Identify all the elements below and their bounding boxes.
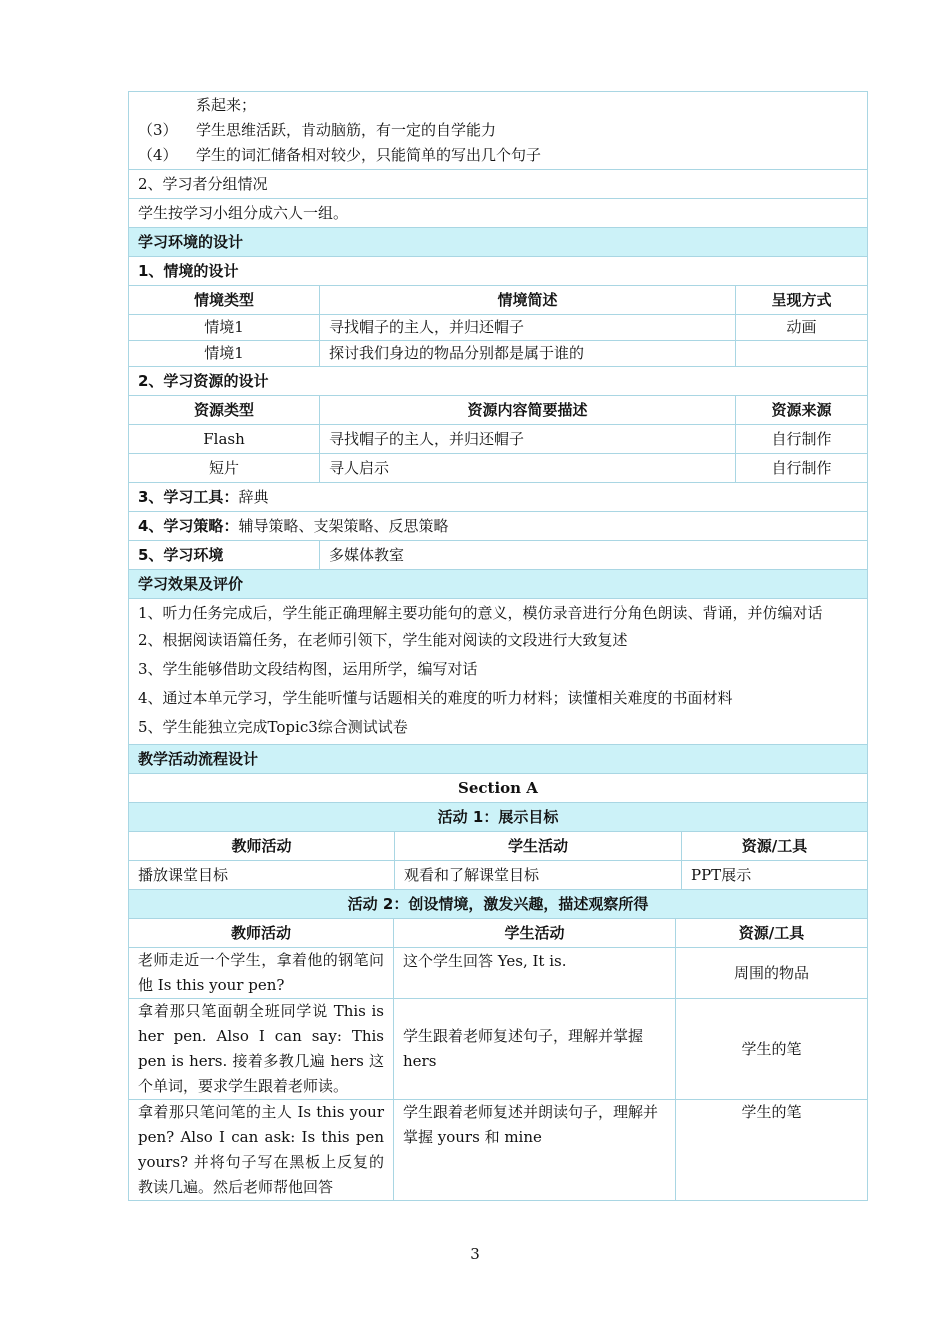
student-activity: 学生跟着老师复述句子，理解并掌握 hers bbox=[394, 999, 676, 1100]
activity2-title: 活动 2：创设情境，激发兴趣，描述观察所得 bbox=[129, 890, 868, 919]
tools-value: 辞典 bbox=[238, 487, 269, 506]
section-title: Section A bbox=[129, 774, 868, 803]
col-teacher: 教师活动 bbox=[129, 919, 394, 948]
environment-value: 多媒体教室 bbox=[320, 541, 868, 570]
activity-row bbox=[129, 999, 868, 1100]
intro-num-4: （4） bbox=[138, 146, 178, 164]
situation-mode: 动画 bbox=[736, 315, 868, 341]
col-teacher: 教师活动 bbox=[129, 832, 395, 861]
evaluation-item: 3、学生能够借助文段结构图，运用所学，编写对话 bbox=[138, 660, 478, 678]
situation-row bbox=[129, 315, 868, 341]
situation-title: 1、情境的设计 bbox=[129, 257, 868, 286]
resource-title: 2、学习资源的设计 bbox=[129, 367, 868, 396]
teacher-activity: 拿着那只笔问笔的主人 Is this your pen? Also I can ask: Is this pen yours? 并将句子写在黑板上反复的教读几遍。然后老师帮他回答 bbox=[129, 1100, 394, 1201]
situation-row bbox=[129, 341, 868, 367]
env-design-header: 学习环境的设计 bbox=[129, 228, 868, 257]
activity1-header-row bbox=[129, 832, 868, 861]
tools-row bbox=[129, 483, 868, 512]
resource-tool: PPT展示 bbox=[682, 861, 868, 890]
situation-col-type: 情境类型 bbox=[129, 286, 320, 315]
activity1-title: 活动 1：展示目标 bbox=[129, 803, 868, 832]
intro-line-3: 学生的词汇储备相对较少，只能简单的写出几个句子 bbox=[196, 146, 542, 164]
intro-row bbox=[129, 92, 868, 170]
evaluation-item: 4、通过本单元学习，学生能听懂与话题相关的难度的听力材料；读懂相关难度的书面材料 bbox=[138, 689, 733, 707]
resource-desc: 寻人启示 bbox=[320, 454, 736, 483]
col-student: 学生活动 bbox=[395, 832, 682, 861]
intro-line-1: 系起来； bbox=[196, 96, 257, 114]
resource-header-row bbox=[129, 396, 868, 425]
resource-tool: 学生的笔 bbox=[676, 999, 868, 1100]
resource-type: 短片 bbox=[129, 454, 320, 483]
activity2-table bbox=[128, 889, 868, 1201]
resource-col-desc: 资源内容简要描述 bbox=[320, 396, 736, 425]
activity-row bbox=[129, 948, 868, 999]
situation-col-desc: 情境简述 bbox=[320, 286, 736, 315]
col-resource: 资源/工具 bbox=[676, 919, 868, 948]
resource-row bbox=[129, 454, 868, 483]
grouping-text: 学生按学习小组分成六人一组。 bbox=[129, 199, 868, 228]
situation-mode bbox=[736, 341, 868, 367]
evaluation-header: 学习效果及评价 bbox=[129, 570, 868, 599]
intro-line-2: 学生思维活跃，肯动脑筋，有一定的自学能力 bbox=[196, 121, 497, 139]
evaluation-item: 5、学生能独立完成Topic3综合测试试卷 bbox=[138, 718, 408, 736]
situation-desc: 探讨我们身边的物品分别都是属于谁的 bbox=[320, 341, 736, 367]
environment-row bbox=[129, 541, 868, 570]
teacher-activity: 播放课堂目标 bbox=[129, 861, 395, 890]
strategy-value: 辅导策略、支架策略、反思策略 bbox=[238, 516, 449, 535]
evaluation-item: 2、根据阅读语篇任务，在老师引领下，学生能对阅读的文段进行大致复述 bbox=[138, 631, 628, 649]
resource-row bbox=[129, 425, 868, 454]
design-table bbox=[128, 91, 868, 803]
intro-num-3: （3） bbox=[138, 121, 178, 139]
resource-col-source: 资源来源 bbox=[736, 396, 868, 425]
resource-col-type: 资源类型 bbox=[129, 396, 320, 425]
resource-desc: 寻找帽子的主人，并归还帽子 bbox=[320, 425, 736, 454]
tools-label: 3、学习工具： bbox=[138, 487, 239, 506]
activity1-table bbox=[128, 802, 868, 890]
situation-header-row bbox=[129, 286, 868, 315]
evaluation-item: 1、听力任务完成后，学生能正确理解主要功能句的意义，模仿录音进行分角色朗读、背诵，并仿编对话 bbox=[138, 604, 823, 622]
situation-col-mode: 呈现方式 bbox=[736, 286, 868, 315]
resource-source: 自行制作 bbox=[736, 425, 868, 454]
teacher-activity: 老师走近一个学生，拿着他的钢笔问他 Is this your pen? bbox=[129, 948, 394, 999]
student-activity: 观看和了解课堂目标 bbox=[395, 861, 682, 890]
activity-row bbox=[129, 1100, 868, 1201]
student-activity: 这个学生回答 Yes, It is. bbox=[394, 948, 676, 999]
strategy-label: 4、学习策略： bbox=[138, 516, 239, 535]
evaluation-row bbox=[129, 599, 868, 745]
situation-type: 情境1 bbox=[129, 315, 320, 341]
flow-header: 教学活动流程设计 bbox=[129, 745, 868, 774]
resource-source: 自行制作 bbox=[736, 454, 868, 483]
situation-type: 情境1 bbox=[129, 341, 320, 367]
student-activity: 学生跟着老师复述并朗读句子，理解并掌握 yours 和 mine bbox=[394, 1100, 676, 1201]
document-page bbox=[128, 91, 867, 1201]
resource-tool: 周围的物品 bbox=[676, 948, 868, 999]
strategy-row bbox=[129, 512, 868, 541]
teacher-activity: 拿着那只笔面朝全班同学说 This is her pen. Also I can say: This pen is hers. 接着多教几遍 hers 这个单词，要求学生跟着老师读。 bbox=[129, 999, 394, 1100]
resource-type: Flash bbox=[129, 425, 320, 454]
activity2-header-row bbox=[129, 919, 868, 948]
col-student: 学生活动 bbox=[394, 919, 676, 948]
page-number: 3 bbox=[470, 1245, 480, 1263]
environment-label: 5、学习环境 bbox=[129, 541, 320, 570]
grouping-title: 2、学习者分组情况 bbox=[129, 170, 868, 199]
situation-desc: 寻找帽子的主人，并归还帽子 bbox=[320, 315, 736, 341]
col-resource: 资源/工具 bbox=[682, 832, 868, 861]
activity-row bbox=[129, 861, 868, 890]
resource-tool: 学生的笔 bbox=[676, 1100, 868, 1201]
